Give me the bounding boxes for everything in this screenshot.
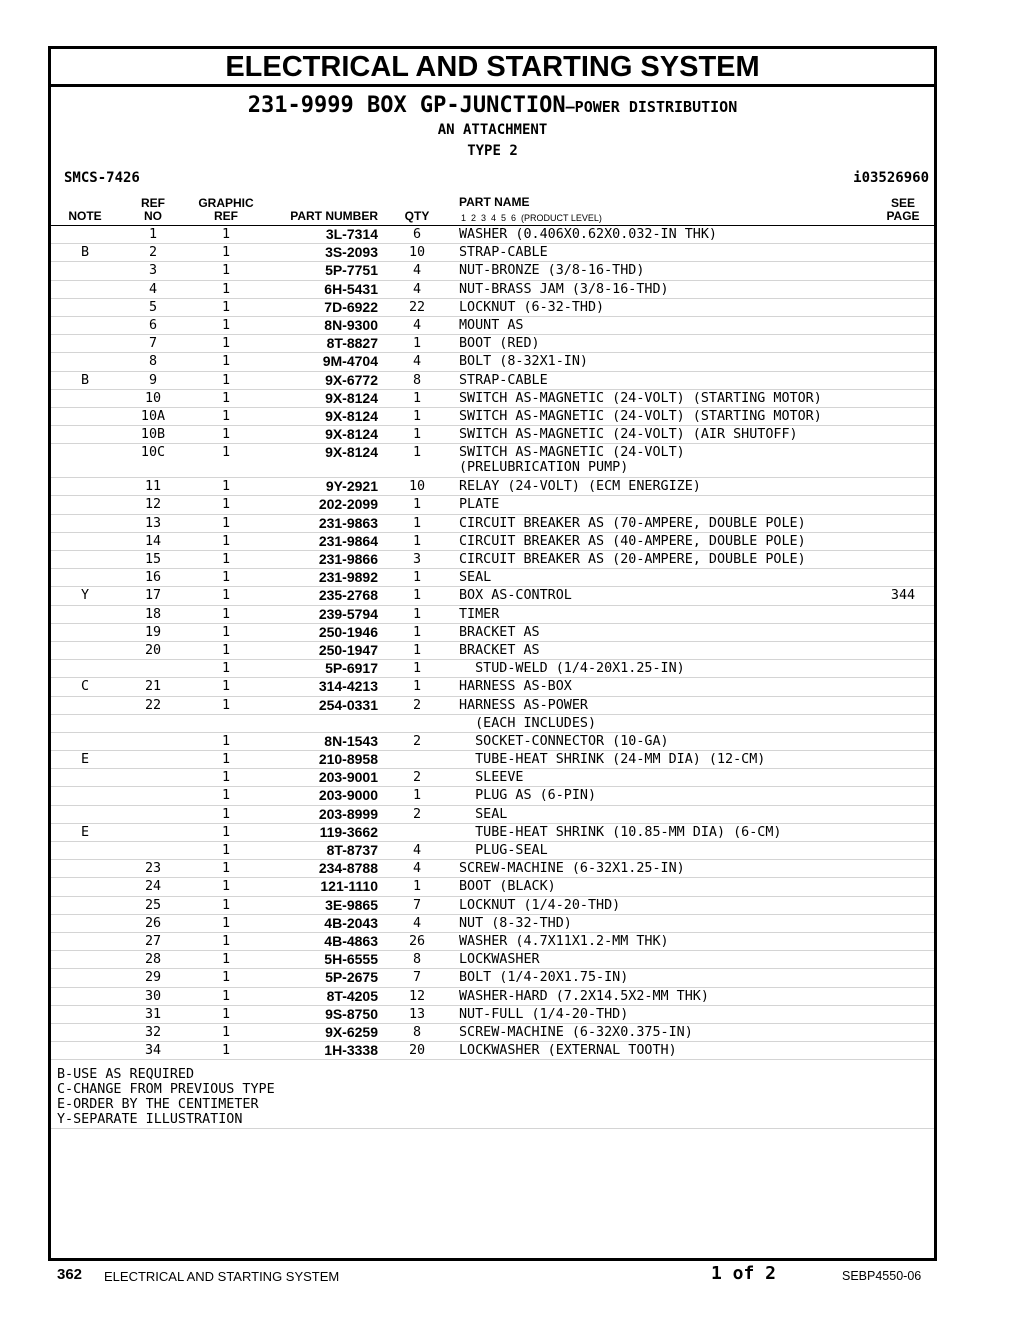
cell-qty: 1 <box>412 588 422 604</box>
cell-ref-no: 1 <box>148 227 158 242</box>
cell-part-name: NUT-BRASS JAM (3/8-16-THD) <box>459 281 669 297</box>
table-row <box>51 624 934 642</box>
cell-qty: 4 <box>412 915 422 931</box>
cell-ref-no: 4 <box>148 281 158 297</box>
table-row <box>51 335 934 353</box>
table-row <box>51 317 934 335</box>
table-row <box>51 390 934 408</box>
cell-part-name: WASHER (4.7X11X1.2-MM THK) <box>459 933 669 949</box>
cell-part-name: SOCKET-CONNECTOR (10-GA) <box>459 733 669 749</box>
table-row <box>51 1006 934 1024</box>
table-row <box>51 988 934 1006</box>
cell-part-number: 4B-2043 <box>324 914 378 931</box>
cell-part-name: BOOT (BLACK) <box>459 879 556 895</box>
cell-qty: 4 <box>412 263 422 279</box>
cell-graphic-ref: 1 <box>221 1024 231 1040</box>
table-row <box>51 587 934 605</box>
cell-part-name: STRAP-CABLE <box>459 372 548 388</box>
cell-ref-no: 26 <box>144 915 162 931</box>
cell-ref-no: 23 <box>144 861 162 877</box>
cell-qty: 1 <box>412 642 422 658</box>
cell-graphic-ref: 1 <box>221 679 231 695</box>
cell-graphic-ref: 1 <box>221 970 231 986</box>
table-row <box>51 806 934 824</box>
cell-part-number: 250-1947 <box>318 641 378 658</box>
cell-graphic-ref: 1 <box>221 552 231 567</box>
cell-part-name: (EACH INCLUDES) <box>459 715 597 731</box>
cell-part-name: LOCKNUT (6-32-THD) <box>459 299 605 315</box>
header-part-name: PART NAME <box>459 195 530 209</box>
cell-ref-no: 19 <box>144 624 162 640</box>
cell-part-number: 8T-4205 <box>326 987 378 1004</box>
table-row <box>51 969 934 987</box>
cell-part-number: 9M-4704 <box>322 353 378 370</box>
cell-part-number: 5P-7751 <box>325 262 378 279</box>
table-row <box>51 444 934 478</box>
cell-qty: 13 <box>408 1006 426 1022</box>
cell-ref-no: 22 <box>144 697 162 713</box>
cell-ref-no: 32 <box>144 1024 162 1040</box>
group-heading <box>51 93 934 118</box>
cell-ref-no: 3 <box>148 263 158 279</box>
cell-graphic-ref: 1 <box>221 445 231 461</box>
cell-ref-no: 16 <box>144 570 162 586</box>
cell-graphic-ref: 1 <box>221 861 231 877</box>
table-row <box>51 897 934 915</box>
cell-see-page: 344 <box>890 588 916 604</box>
cell-graphic-ref: 1 <box>221 227 231 242</box>
cell-graphic-ref: 1 <box>221 1043 231 1059</box>
cell-qty: 2 <box>412 697 422 713</box>
notes-legend <box>57 1067 275 1127</box>
cell-part-number: 7D-6922 <box>324 298 378 315</box>
cell-graphic-ref: 1 <box>221 770 231 786</box>
table-row <box>51 496 934 514</box>
cell-qty: 1 <box>412 408 422 424</box>
cell-ref-no: 20 <box>144 642 162 658</box>
cell-note: E <box>80 824 90 840</box>
cell-part-number: 254-0331 <box>318 696 378 713</box>
table-row <box>51 751 934 769</box>
page-number: 362 <box>57 1266 83 1283</box>
table-row <box>51 787 934 805</box>
cell-part-name: SWITCH AS-MAGNETIC (24-VOLT) (AIR SHUTOFF) <box>459 427 798 443</box>
note-y: Y-SEPARATE ILLUSTRATION <box>57 1112 243 1127</box>
cell-part-number: 234-8788 <box>318 860 378 877</box>
cell-qty: 1 <box>412 624 422 640</box>
cell-part-name: PLATE <box>459 497 500 513</box>
cell-qty: 2 <box>412 770 422 786</box>
cell-part-name: NUT-BRONZE (3/8-16-THD) <box>459 263 645 279</box>
cell-part-name: CIRCUIT BREAKER AS (20-AMPERE, DOUBLE POLE) <box>459 552 806 567</box>
cell-part-name: MOUNT AS <box>459 317 524 333</box>
cell-qty: 6 <box>412 227 422 242</box>
header-product-level: 1 2 3 4 5 6 (PRODUCT LEVEL) <box>461 213 602 223</box>
cell-part-number: 210-8958 <box>318 751 378 768</box>
cell-qty: 8 <box>412 372 422 388</box>
cell-part-name: PLUG AS (6-PIN) <box>459 788 597 804</box>
cell-qty: 7 <box>412 897 422 913</box>
cell-graphic-ref: 1 <box>221 533 231 549</box>
cell-graphic-ref: 1 <box>221 843 231 858</box>
table-row <box>51 372 934 390</box>
cell-part-name: RELAY (24-VOLT) (ECM ENERGIZE) <box>459 479 701 495</box>
cell-part-number: 1H-3338 <box>324 1042 378 1059</box>
page-of-count: 1 of 2 <box>711 1263 777 1284</box>
cell-part-number: 231-9892 <box>318 569 378 586</box>
cell-graphic-ref: 1 <box>221 281 231 297</box>
cell-part-name: WASHER-HARD (7.2X14.5X2-MM THK) <box>459 988 709 1004</box>
cell-part-number: 250-1946 <box>318 623 378 640</box>
cell-ref-no: 2 <box>148 245 158 261</box>
cell-part-name: CIRCUIT BREAKER AS (40-AMPERE, DOUBLE POLE) <box>459 533 806 549</box>
cell-part-name: LOCKWASHER (EXTERNAL TOOTH) <box>459 1043 677 1059</box>
cell-part-number: 231-9866 <box>318 551 378 567</box>
cell-graphic-ref: 1 <box>221 642 231 658</box>
cell-qty: 26 <box>408 933 426 949</box>
page-title: ELECTRICAL AND STARTING SYSTEM <box>225 51 760 83</box>
cell-note: E <box>80 752 90 768</box>
cell-ref-no: 7 <box>148 336 158 352</box>
cell-part-name: LOCKWASHER <box>459 952 540 968</box>
table-row <box>51 642 934 660</box>
cell-part-name: BRACKET AS <box>459 624 540 640</box>
cell-graphic-ref: 1 <box>221 988 231 1004</box>
cell-part-name: BOOT (RED) <box>459 336 540 352</box>
header-graphic-bottom: REF <box>214 209 238 223</box>
cell-graphic-ref: 1 <box>221 570 231 586</box>
illustration-id: i03526960 <box>853 170 929 186</box>
cell-qty: 3 <box>412 552 422 567</box>
table-row <box>51 715 934 733</box>
cell-part-name: HARNESS AS-BOX <box>459 679 572 695</box>
table-row <box>51 660 934 678</box>
cell-qty: 4 <box>412 354 422 370</box>
cell-part-name: TUBE-HEAT SHRINK (24-MM DIA) (12-CM) <box>459 752 766 768</box>
cell-qty: 1 <box>412 390 422 406</box>
cell-qty: 12 <box>408 988 426 1004</box>
note-e: E-ORDER BY THE CENTIMETER <box>57 1097 259 1112</box>
table-row <box>51 733 934 751</box>
cell-part-name: SEAL <box>459 570 492 586</box>
table-row <box>51 299 934 317</box>
cell-ref-no: 10B <box>140 427 166 443</box>
cell-graphic-ref: 1 <box>221 933 231 949</box>
cell-note: B <box>80 372 90 388</box>
parts-page-frame <box>48 46 937 1261</box>
cell-ref-no: 6 <box>148 317 158 333</box>
table-row <box>51 1042 934 1060</box>
parts-table-body <box>51 226 934 1060</box>
cell-graphic-ref: 1 <box>221 427 231 443</box>
cell-qty: 2 <box>412 806 422 822</box>
cell-graphic-ref: 1 <box>221 390 231 406</box>
cell-qty: 1 <box>412 445 422 461</box>
cell-graphic-ref: 1 <box>221 299 231 315</box>
cell-ref-no: 29 <box>144 970 162 986</box>
table-row <box>51 478 934 496</box>
cell-part-number: 9X-8124 <box>325 444 378 461</box>
cell-part-name: SWITCH AS-MAGNETIC (24-VOLT) (STARTING MOTOR) <box>459 390 822 406</box>
cell-part-name: SEAL <box>459 806 508 822</box>
cell-part-name: BOX AS-CONTROL <box>459 588 572 604</box>
cell-part-number: 9X-8124 <box>325 426 378 443</box>
cell-part-name: SWITCH AS-MAGNETIC (24-VOLT) (PRELUBRICATION PUMP) <box>459 445 685 476</box>
cell-qty: 10 <box>408 479 426 495</box>
table-row <box>51 933 934 951</box>
cell-ref-no: 28 <box>144 952 162 968</box>
table-row <box>51 842 934 860</box>
cell-graphic-ref: 1 <box>221 354 231 370</box>
cell-part-number: 8N-1543 <box>324 732 378 749</box>
cell-graphic-ref: 1 <box>221 879 231 895</box>
header-ref-top: REF <box>141 196 165 210</box>
cell-part-number: 8T-8827 <box>326 335 378 352</box>
header-see-top: SEE <box>890 196 915 210</box>
cell-note: Y <box>80 588 90 604</box>
cell-part-number: 119-3662 <box>319 823 378 840</box>
table-row <box>51 915 934 933</box>
cell-note: C <box>80 679 90 695</box>
cell-part-number: 3L-7314 <box>325 226 378 242</box>
cell-graphic-ref: 1 <box>221 263 231 279</box>
note-b: B-USE AS REQUIRED <box>57 1067 195 1082</box>
table-row <box>51 678 934 696</box>
cell-ref-no: 34 <box>144 1043 162 1059</box>
table-row <box>51 569 934 587</box>
subtitle-type: TYPE 2 <box>467 143 518 159</box>
cell-qty: 4 <box>412 861 422 877</box>
table-row <box>51 824 934 842</box>
footer-section-name: ELECTRICAL AND STARTING SYSTEM <box>104 1269 340 1284</box>
cell-qty: 4 <box>412 281 422 297</box>
cell-graphic-ref: 1 <box>221 1006 231 1022</box>
table-row <box>51 533 934 551</box>
group-description: —POWER DISTRIBUTION <box>565 98 738 116</box>
cell-ref-no: 18 <box>144 606 162 622</box>
cell-qty: 1 <box>412 679 422 695</box>
cell-part-name: TUBE-HEAT SHRINK (10.85-MM DIA) (6-CM) <box>459 824 782 840</box>
cell-ref-no: 30 <box>144 988 162 1004</box>
cell-graphic-ref: 1 <box>221 733 231 749</box>
table-row <box>51 281 934 299</box>
cell-qty: 1 <box>412 533 422 549</box>
cell-ref-no: 9 <box>148 372 158 388</box>
cell-ref-no: 27 <box>144 933 162 949</box>
cell-graphic-ref: 1 <box>221 479 231 495</box>
cell-part-name: SCREW-MACHINE (6-32X0.375-IN) <box>459 1024 693 1040</box>
cell-graphic-ref: 1 <box>221 408 231 424</box>
cell-ref-no: 17 <box>144 588 162 604</box>
cell-graphic-ref: 1 <box>221 824 231 840</box>
cell-graphic-ref: 1 <box>221 661 231 677</box>
cell-graphic-ref: 1 <box>221 497 231 513</box>
cell-graphic-ref: 1 <box>221 245 231 261</box>
cell-part-name: BOLT (1/4-20X1.75-IN) <box>459 970 629 986</box>
cell-note: B <box>80 245 90 261</box>
cell-ref-no: 10C <box>140 445 166 461</box>
cell-part-name: STRAP-CABLE <box>459 245 548 261</box>
cell-qty: 10 <box>408 245 426 261</box>
smcs-code: SMCS-7426 <box>64 170 140 186</box>
cell-graphic-ref: 1 <box>221 624 231 640</box>
cell-part-number: 9X-6772 <box>325 371 378 388</box>
cell-part-number: 203-9001 <box>318 769 378 786</box>
cell-graphic-ref: 1 <box>221 606 231 622</box>
cell-part-name: BRACKET AS <box>459 642 540 658</box>
table-row <box>51 408 934 426</box>
cell-qty: 1 <box>412 606 422 622</box>
cell-qty: 20 <box>408 1043 426 1059</box>
cell-graphic-ref: 1 <box>221 752 231 768</box>
cell-part-name: CIRCUIT BREAKER AS (70-AMPERE, DOUBLE POLE) <box>459 515 806 531</box>
group-number: 231-9999 BOX GP-JUNCTION <box>247 93 566 118</box>
header-part-number: PART NUMBER <box>290 209 378 223</box>
header-note: NOTE <box>68 209 102 223</box>
cell-qty: 1 <box>412 661 422 677</box>
table-row <box>51 769 934 787</box>
cell-ref-no: 11 <box>144 479 162 495</box>
cell-part-number: 9X-8124 <box>325 389 378 406</box>
cell-qty: 1 <box>412 788 422 804</box>
cell-part-number: 4B-4863 <box>324 932 378 949</box>
table-row <box>51 878 934 896</box>
table-row <box>51 606 934 624</box>
cell-part-name: TIMER <box>459 606 500 622</box>
header-graphic-top: GRAPHIC <box>198 196 254 210</box>
cell-ref-no: 31 <box>144 1006 162 1022</box>
table-row <box>51 515 934 533</box>
cell-part-number: 5H-6555 <box>324 951 378 968</box>
cell-graphic-ref: 1 <box>221 788 231 804</box>
cell-qty: 4 <box>412 317 422 333</box>
cell-part-name: PLUG-SEAL <box>459 843 548 858</box>
table-row <box>51 244 934 262</box>
form-number: SEBP4550-06 <box>842 1269 922 1283</box>
cell-part-number: 3E-9865 <box>325 896 378 913</box>
cell-qty: 4 <box>412 843 422 858</box>
cell-part-number: 8N-9300 <box>324 316 378 333</box>
cell-graphic-ref: 1 <box>221 915 231 931</box>
table-row <box>51 1024 934 1042</box>
cell-part-name: BOLT (8-32X1-IN) <box>459 354 588 370</box>
cell-part-number: 3S-2093 <box>325 244 378 261</box>
cell-part-name: STUD-WELD (1/4-20X1.25-IN) <box>459 661 685 677</box>
cell-ref-no: 24 <box>144 879 162 895</box>
cell-qty: 1 <box>412 879 422 895</box>
title-divider <box>51 84 934 87</box>
cell-qty: 8 <box>412 952 422 968</box>
cell-ref-no: 13 <box>144 515 162 531</box>
table-row <box>51 860 934 878</box>
cell-part-number: 239-5794 <box>318 605 378 622</box>
table-header <box>51 195 934 226</box>
table-row <box>51 426 934 444</box>
cell-ref-no: 25 <box>144 897 162 913</box>
cell-qty: 2 <box>412 733 422 749</box>
cell-part-number: 5P-2675 <box>325 969 378 986</box>
cell-graphic-ref: 1 <box>221 336 231 352</box>
cell-qty: 1 <box>412 570 422 586</box>
cell-part-name: WASHER (0.406X0.62X0.032-IN THK) <box>459 227 717 242</box>
cell-graphic-ref: 1 <box>221 806 231 822</box>
cell-part-number: 6H-5431 <box>324 280 378 297</box>
cell-part-number: 9Y-2921 <box>325 478 378 495</box>
cell-part-name: LOCKNUT (1/4-20-THD) <box>459 897 621 913</box>
header-ref-bottom: NO <box>144 209 162 223</box>
cell-graphic-ref: 1 <box>221 317 231 333</box>
cell-part-number: 314-4213 <box>318 678 378 695</box>
cell-ref-no: 10 <box>144 390 162 406</box>
cell-part-number: 231-9864 <box>318 532 378 549</box>
notes-divider <box>51 1128 934 1129</box>
cell-part-number: 9S-8750 <box>325 1005 378 1022</box>
cell-part-name: NUT-FULL (1/4-20-THD) <box>459 1006 629 1022</box>
cell-graphic-ref: 1 <box>221 897 231 913</box>
table-row <box>51 697 934 715</box>
cell-graphic-ref: 1 <box>221 952 231 968</box>
table-row <box>51 226 934 244</box>
cell-part-number: 203-8999 <box>318 805 378 822</box>
cell-part-name: HARNESS AS-POWER <box>459 697 588 713</box>
cell-part-number: 231-9863 <box>318 514 378 531</box>
table-row <box>51 262 934 280</box>
cell-part-number: 121-1110 <box>320 878 378 895</box>
cell-qty: 8 <box>412 1024 422 1040</box>
cell-part-number: 9X-6259 <box>325 1023 378 1040</box>
cell-part-number: 5P-6917 <box>325 660 378 677</box>
table-row <box>51 551 934 569</box>
subtitle-attachment: AN ATTACHMENT <box>437 122 548 138</box>
cell-part-number: 9X-8124 <box>325 407 378 424</box>
cell-qty: 7 <box>412 970 422 986</box>
cell-ref-no: 12 <box>144 497 162 513</box>
cell-graphic-ref: 1 <box>221 372 231 388</box>
cell-ref-no: 15 <box>144 552 162 567</box>
cell-ref-no: 21 <box>144 679 162 695</box>
header-qty: QTY <box>404 209 430 223</box>
cell-graphic-ref: 1 <box>221 515 231 531</box>
cell-graphic-ref: 1 <box>221 697 231 713</box>
cell-ref-no: 14 <box>144 533 162 549</box>
cell-part-name: SCREW-MACHINE (6-32X1.25-IN) <box>459 861 685 877</box>
header-see-bottom: PAGE <box>886 209 920 223</box>
cell-ref-no: 10A <box>140 408 166 424</box>
cell-part-number: 202-2099 <box>318 496 378 513</box>
table-row <box>51 353 934 371</box>
cell-part-name: NUT (8-32-THD) <box>459 915 572 931</box>
cell-ref-no: 5 <box>148 299 158 315</box>
cell-graphic-ref: 1 <box>221 588 231 604</box>
cell-qty: 1 <box>412 497 422 513</box>
table-row <box>51 951 934 969</box>
note-c: C-CHANGE FROM PREVIOUS TYPE <box>57 1082 275 1097</box>
cell-part-number: 235-2768 <box>318 587 378 604</box>
cell-part-number: 8T-8737 <box>326 842 378 858</box>
cell-part-number: 203-9000 <box>318 787 378 804</box>
cell-ref-no: 8 <box>148 354 158 370</box>
cell-qty: 1 <box>412 427 422 443</box>
cell-part-name: SLEEVE <box>459 770 524 786</box>
cell-part-name: SWITCH AS-MAGNETIC (24-VOLT) (STARTING MOTOR) <box>459 408 822 424</box>
cell-qty: 22 <box>408 299 426 315</box>
cell-qty: 1 <box>412 515 422 531</box>
cell-qty: 1 <box>412 336 422 352</box>
page-footer <box>0 1263 1020 1287</box>
